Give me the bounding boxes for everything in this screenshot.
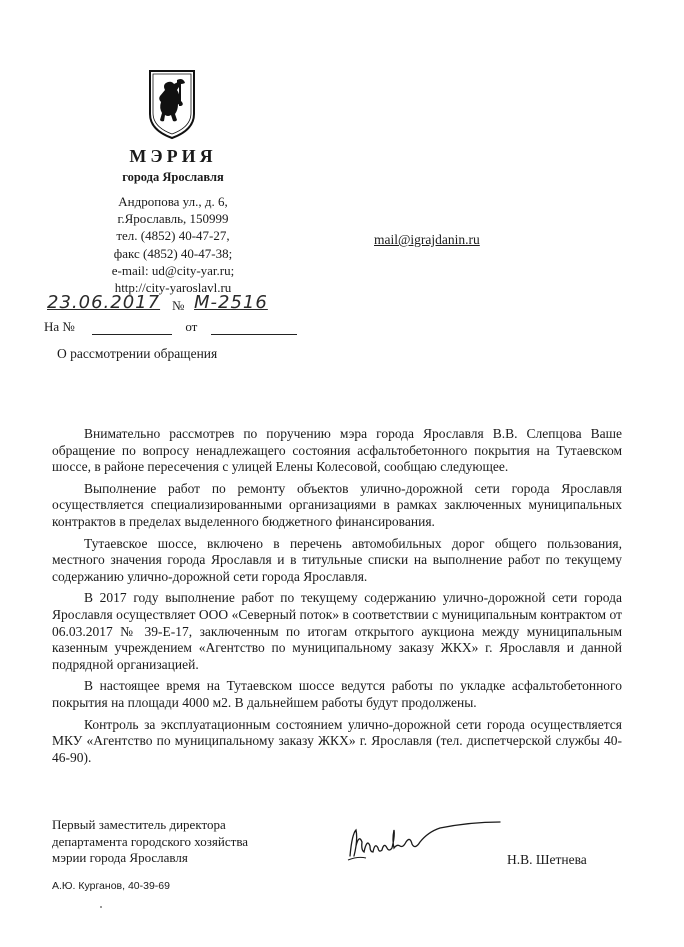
address-line: e-mail: ud@city-yar.ru; — [111, 262, 235, 278]
reference-row — [44, 319, 297, 335]
ref-number-line — [92, 322, 172, 335]
registration-number: М-2516 — [194, 292, 268, 313]
body-paragraph: Внимательно рассмотрев по поручению мэра города Ярославля В.В. Слепцова Ваше обращение по вопросу ненадлежащего состояния асфальтобетонного покрытия на Тутаевском шоссе, в районе пересечения с улицей Елены Колесовой, сообщаю следующее. — [52, 426, 622, 475]
address-line: http://city-yaroslavl.ru — [114, 280, 232, 296]
position-line: мэрии города Ярославля — [52, 850, 188, 865]
ref-from-label: от — [185, 319, 198, 334]
bear-coat-of-arms-icon — [147, 68, 197, 140]
body-paragraph: В 2017 году выполнение работ по текущему содержанию улично-дорожной сети города Ярославля осуществляет ООО «Северный поток» в соответствии с муниципальным контрактом от 06.03.2017 № 39-Е-17, заключенным по итогам открытого аукциона между муниципальным казенным учреждением «Агентство по муниципальному заказу ЖКХ» г. Ярославля и данной подрядной организацией. — [52, 590, 622, 672]
registration-date: 23.06.2017 — [47, 292, 161, 313]
recipient-email[interactable]: mail@igrajdanin.ru — [374, 232, 480, 247]
body-paragraph: Контроль за эксплуатационным состоянием улично-дорожной сети города осуществляется МКУ «Агентство по муниципальному заказу ЖКХ» г. Ярославля (тел. диспетчерской службы 40-46-90). — [52, 716, 622, 765]
handwritten-signature — [342, 816, 512, 872]
position-line: департамента городского хозяйства — [52, 833, 249, 849]
scan-speck — [100, 906, 102, 908]
address-line: г.Ярославль, 150999 — [117, 211, 229, 227]
body-paragraph: Выполнение работ по ремонту объектов улично-дорожной сети города Ярославля осуществляется специализированными организациями в рамках заключенных муниципальных контрактов в пределах выделенного бюджетного финансирования. — [52, 480, 622, 529]
org-subtitle: города Ярославля — [122, 170, 224, 184]
letter-subject: О рассмотрении обращения — [57, 346, 218, 361]
position-line: Первый заместитель директора — [52, 817, 226, 832]
number-sign: № — [172, 298, 185, 313]
signatory-name: Н.В. Шетнева — [507, 852, 587, 867]
address-line: Андропова ул., д. 6, — [118, 194, 228, 209]
executor-info: А.Ю. Курганов, 40-39-69 — [52, 880, 170, 892]
body-paragraph: Тутаевское шоссе, включено в перечень автомобильных дорог общего пользования, местного значения города Ярославля и в титульные списки на выполнение работ по текущему содержанию улично-дорожной сети города Ярославля. — [52, 535, 622, 584]
body-paragraph: В настоящее время на Тутаевском шоссе ведутся работы по укладке асфальтобетонного покрытия на площади 4000 м2. В дальнейшем работы будут продолжены. — [52, 678, 622, 710]
signatory-position — [52, 817, 248, 867]
letter-body — [52, 426, 622, 771]
ref-date-line — [211, 322, 297, 335]
address-line: факс (4852) 40-47-38; — [113, 245, 233, 261]
address-line: тел. (4852) 40-47-27, — [116, 228, 230, 244]
ref-label: На № — [44, 319, 75, 334]
org-title: МЭРИЯ — [129, 146, 217, 166]
org-address — [95, 193, 251, 296]
registration-row — [44, 292, 324, 316]
